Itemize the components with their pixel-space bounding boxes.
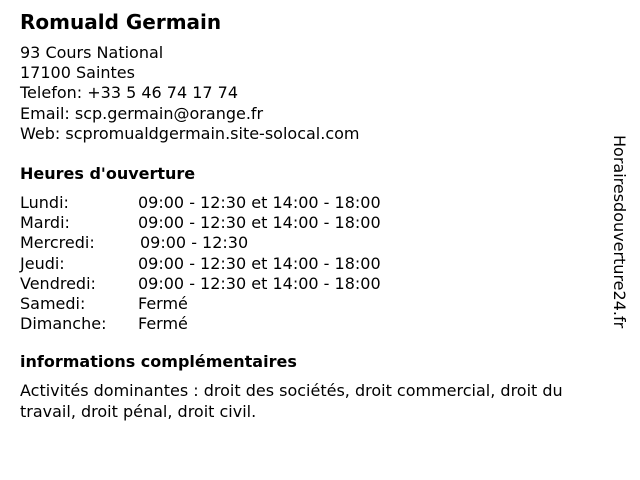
hours-day: Samedi:	[20, 294, 86, 314]
hours-time: 09:00 - 12:30 et 14:00 - 18:00	[138, 273, 381, 293]
hours-time: 09:00 - 12:30 et 14:00 - 18:00	[138, 213, 381, 233]
business-card	[20, 10, 616, 422]
hours-row-mardi	[20, 213, 616, 233]
site-watermark: Horairesdouverture24.fr	[610, 135, 629, 329]
hours-day: Vendredi:	[20, 273, 96, 293]
hours-day: Mardi:	[20, 213, 70, 233]
hours-day: Jeudi:	[20, 253, 65, 273]
street-address: 93 Cours National	[20, 43, 164, 62]
address-block	[20, 43, 616, 144]
business-name: Romuald Germain	[20, 10, 222, 34]
hours-row-mercredi	[20, 233, 616, 253]
hours-row-dimanche	[20, 314, 616, 334]
web-line: Web: scpromualdgermain.site-solocal.com	[20, 123, 360, 143]
hours-day: Mercredi:	[20, 233, 95, 253]
hours-day: Dimanche:	[20, 314, 107, 334]
hours-table	[20, 193, 616, 334]
hours-title: Heures d'ouverture	[20, 164, 196, 184]
hours-row-jeudi	[20, 254, 616, 274]
info-title: informations complémentaires	[20, 352, 297, 372]
hours-row-lundi	[20, 193, 616, 213]
hours-time: Fermé	[138, 314, 188, 334]
hours-time: Fermé	[138, 294, 188, 314]
hours-row-vendredi	[20, 274, 616, 294]
hours-row-samedi	[20, 294, 616, 314]
hours-time: 09:00 - 12:30 et 14:00 - 18:00	[138, 193, 381, 213]
hours-day: Lundi:	[20, 193, 69, 213]
phone-line: Telefon: +33 5 46 74 17 74	[20, 83, 239, 103]
email-line: Email: scp.germain@orange.fr	[20, 103, 264, 123]
city-postal: 17100 Saintes	[20, 63, 135, 83]
activities-text: Activités dominantes : droit des sociétés, droit commercial, droit du travail, droit pénal, droit civil.	[20, 381, 563, 421]
hours-time: 09:00 - 12:30 et 14:00 - 18:00	[138, 253, 381, 273]
hours-time: 09:00 - 12:30	[140, 233, 249, 253]
